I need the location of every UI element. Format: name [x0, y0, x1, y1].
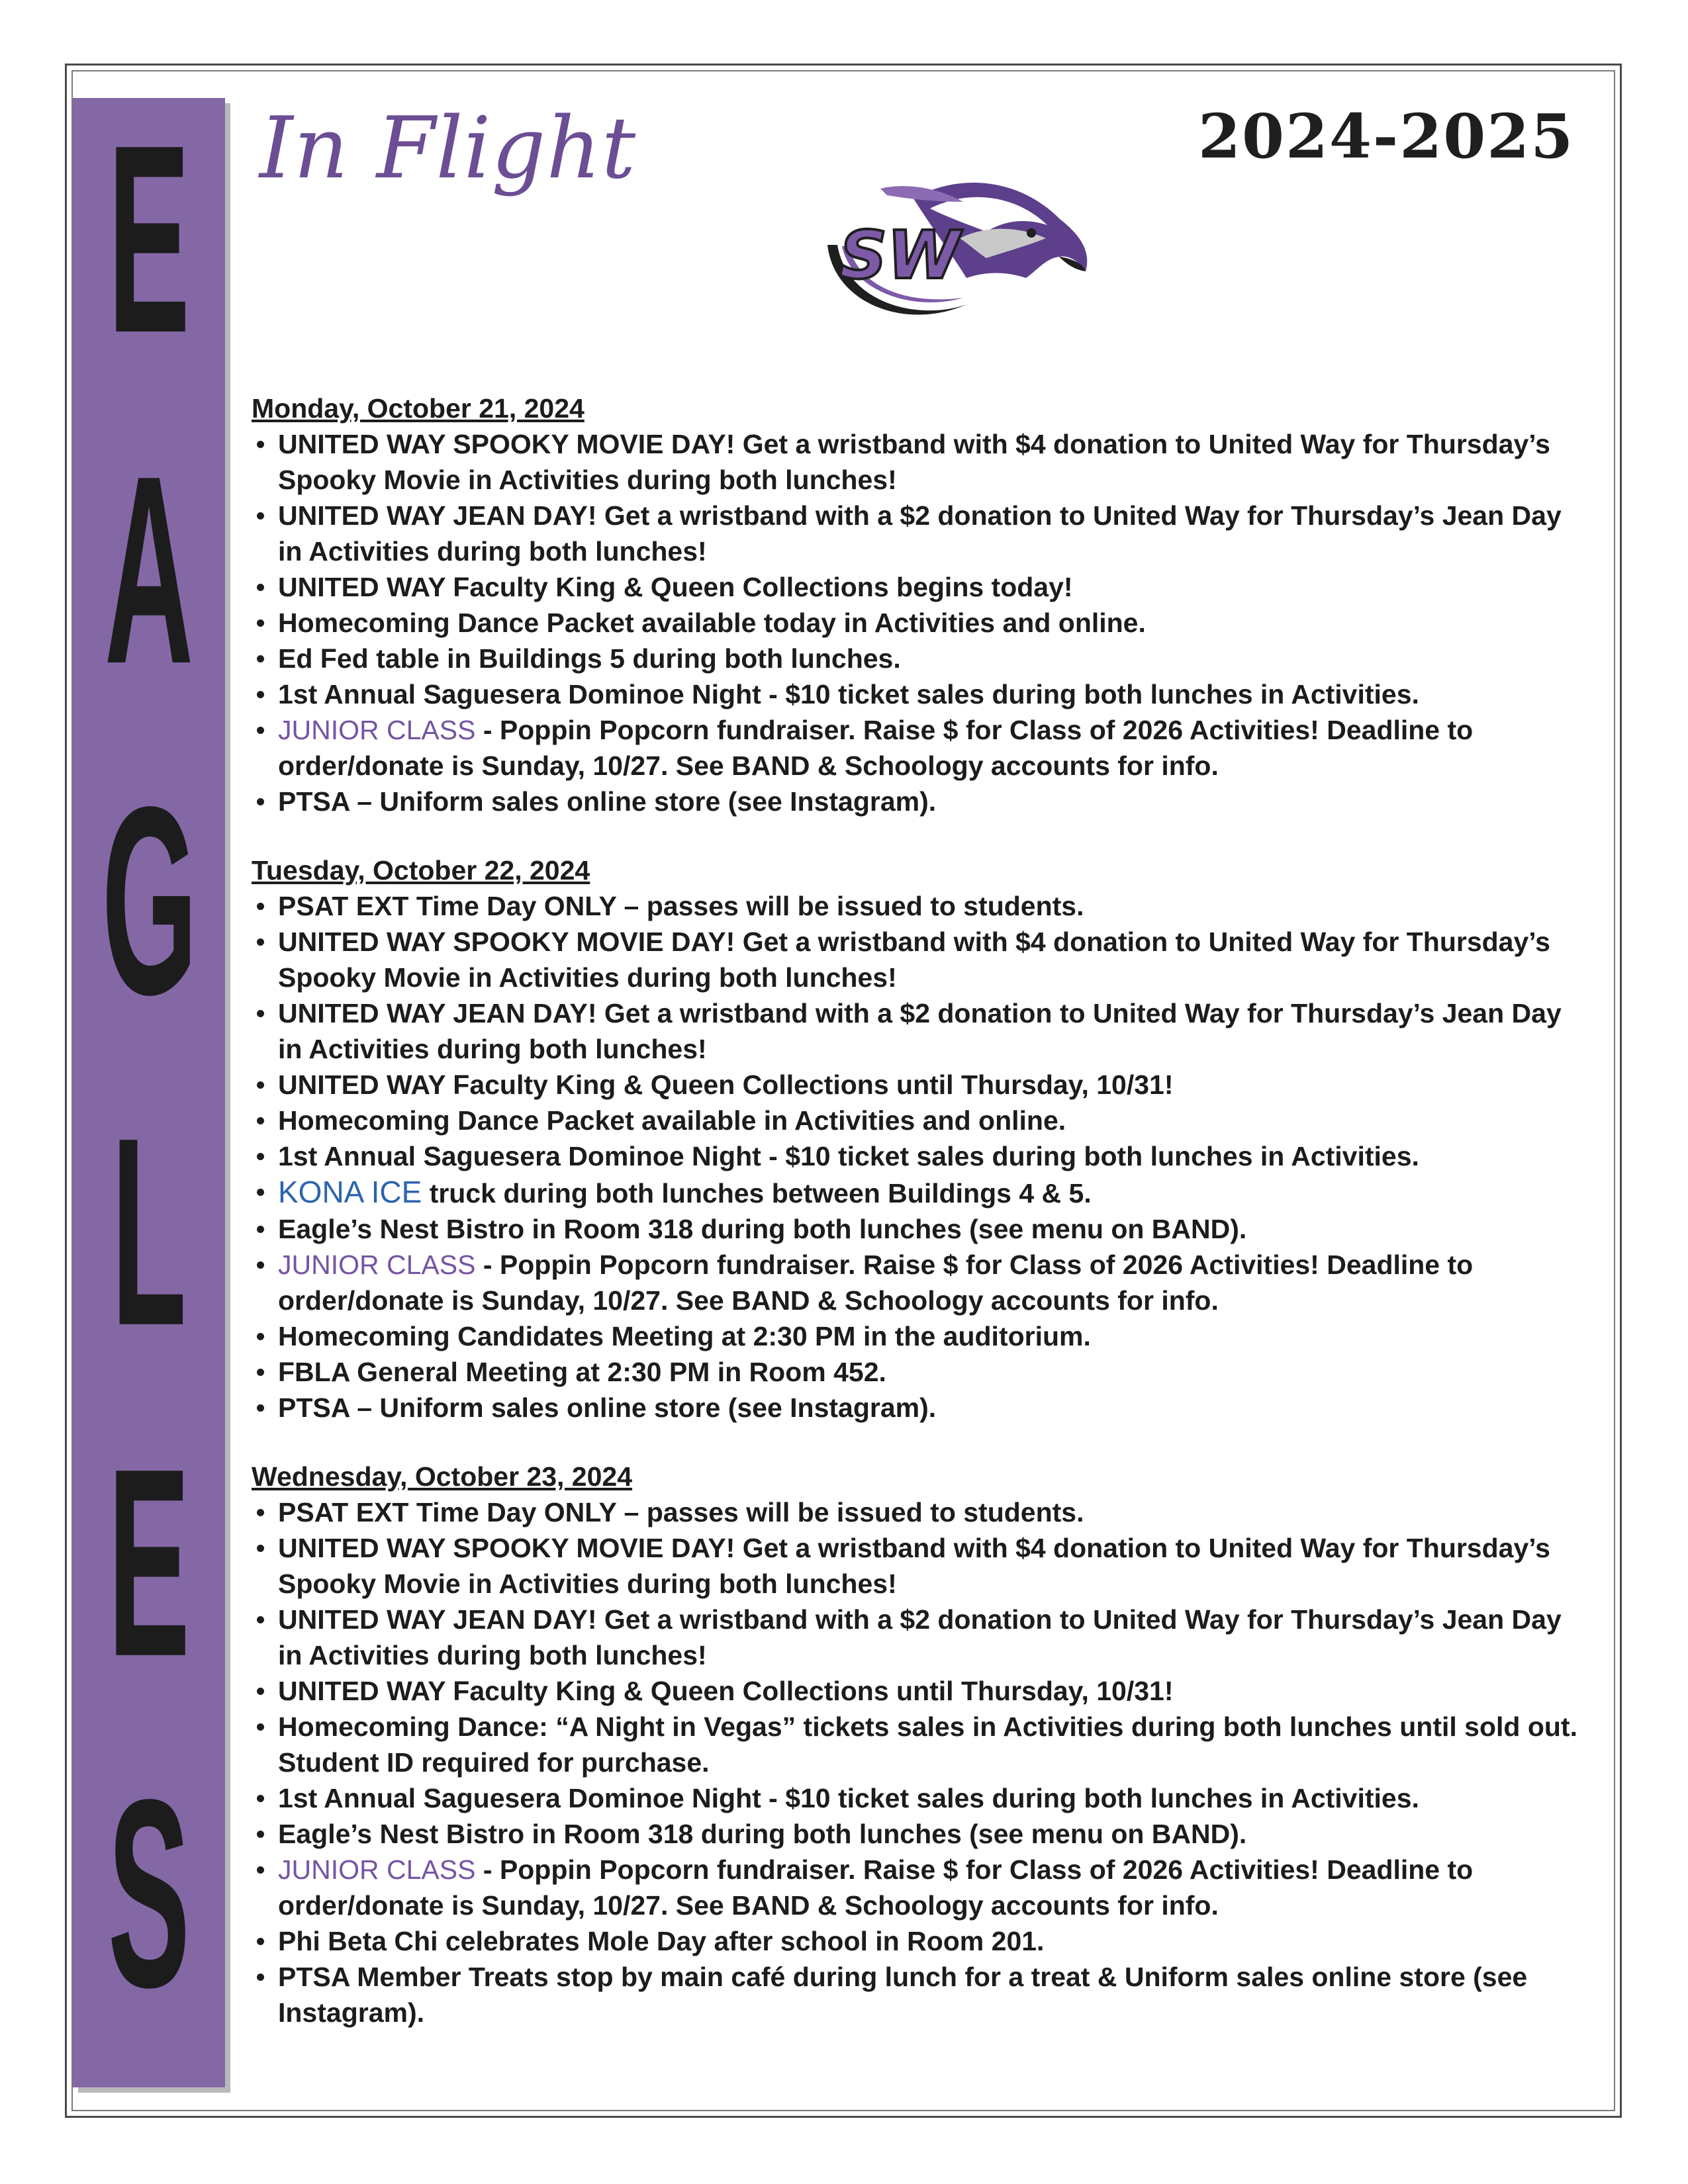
item-text: Phi Beta Chi celebrates Mole Day after school in Room 201. — [278, 1926, 1045, 1956]
list-item — [252, 1780, 1589, 1816]
kona-ice-label: KONA ICE — [278, 1175, 422, 1209]
eagles-sidebar — [73, 88, 225, 2087]
list-item — [252, 1174, 1589, 1211]
day-heading: Tuesday, October 22, 2024 — [252, 855, 590, 886]
list-item — [252, 1673, 1589, 1709]
item-text: Homecoming Candidates Meeting at 2:30 PM in the auditorium. — [278, 1321, 1091, 1351]
announcements — [252, 390, 1589, 2030]
item-text: truck during both lunches between Buildings 4 & 5. — [422, 1178, 1092, 1208]
item-text: Ed Fed table in Buildings 5 during both lunches. — [278, 643, 901, 674]
sidebar-letter: A — [104, 419, 194, 720]
day-heading: Wednesday, October 23, 2024 — [252, 1461, 633, 1492]
item-text: Eagle’s Nest Bistro in Room 318 during both lunches (see menu on BAND). — [278, 1819, 1247, 1849]
item-text: Homecoming Dance: “A Night in Vegas” tickets sales in Activities during both lunches until sold out. Student ID required for purchase. — [278, 1711, 1577, 1778]
list-item — [252, 784, 1589, 819]
list-item — [252, 1494, 1589, 1530]
list-item — [252, 1390, 1589, 1426]
item-text: UNITED WAY Faculty King & Queen Collections until Thursday, 10/31! — [278, 1069, 1174, 1100]
list-item — [252, 498, 1589, 569]
list-item — [252, 605, 1589, 641]
list-item — [252, 712, 1589, 784]
list-item — [252, 995, 1589, 1067]
list-item — [252, 1923, 1589, 1959]
day-heading: Monday, October 21, 2024 — [252, 393, 585, 424]
day-section-tuesday — [252, 852, 1589, 1426]
list-item — [252, 641, 1589, 676]
list-item — [252, 888, 1589, 924]
logo-letters: SW — [839, 216, 961, 294]
list-item — [252, 1354, 1589, 1390]
item-text: PSAT EXT Time Day ONLY – passes will be issued to students. — [278, 891, 1084, 921]
item-text: UNITED WAY JEAN DAY! Get a wristband with a $2 donation to United Way for Thursday’s Jean Day in Activities during both lunches! — [278, 500, 1562, 567]
day-section-wednesday — [252, 1459, 1589, 2030]
list-item — [252, 1959, 1589, 2030]
sidebar-letter: E — [107, 1412, 191, 1713]
item-text: UNITED WAY SPOOKY MOVIE DAY! Get a wristband with $4 donation to United Way for Thursday’s Spooky Movie in Activities during both lunches! — [278, 1533, 1550, 1599]
announcement-list — [252, 888, 1589, 1426]
item-text: UNITED WAY Faculty King & Queen Collections begins today! — [278, 572, 1073, 602]
list-item — [252, 569, 1589, 605]
sidebar-letter: S — [107, 1743, 191, 2044]
item-text: - Poppin Popcorn fundraiser. Raise $ for Class of 2026 Activities! Deadline to order/donate is Sunday, 10/27. See BAND & Schoology accounts for info. — [278, 715, 1474, 781]
list-item — [252, 1247, 1589, 1318]
item-text: Homecoming Dance Packet available in Activities and online. — [278, 1105, 1066, 1136]
junior-class-label: JUNIOR CLASS — [278, 1250, 476, 1280]
junior-class-label: JUNIOR CLASS — [278, 1854, 476, 1885]
list-item — [252, 1530, 1589, 1602]
item-text: - Poppin Popcorn fundraiser. Raise $ for Class of 2026 Activities! Deadline to order/donate is Sunday, 10/27. See BAND & Schoology accounts for info. — [278, 1854, 1474, 1921]
list-item — [252, 924, 1589, 995]
item-text: Eagle’s Nest Bistro in Room 318 during both lunches (see menu on BAND). — [278, 1214, 1247, 1244]
item-text: 1st Annual Saguesera Dominoe Night - $10 ticket sales during both lunches in Activities. — [278, 1141, 1419, 1171]
list-item — [252, 1103, 1589, 1138]
item-text: FBLA General Meeting at 2:30 PM in Room 452. — [278, 1357, 886, 1387]
item-text: 1st Annual Saguesera Dominoe Night - $10 ticket sales during both lunches in Activities. — [278, 1783, 1419, 1813]
list-item — [252, 1138, 1589, 1174]
list-item — [252, 1816, 1589, 1852]
list-item — [252, 1318, 1589, 1354]
sidebar-letter: G — [101, 750, 198, 1051]
masthead-title: In Flight — [259, 99, 637, 198]
item-text: PTSA – Uniform sales online store (see Instagram). — [278, 786, 937, 817]
school-year: 2024-2025 — [1198, 101, 1575, 172]
day-section-monday — [252, 390, 1589, 819]
item-text: PTSA – Uniform sales online store (see Instagram). — [278, 1392, 937, 1423]
list-item — [252, 676, 1589, 712]
announcement-list — [252, 1494, 1589, 2030]
eagle-logo-icon — [808, 172, 1099, 331]
list-item — [252, 1067, 1589, 1103]
list-item — [252, 426, 1589, 498]
list-item — [252, 1709, 1589, 1780]
list-item — [252, 1602, 1589, 1673]
item-text: 1st Annual Saguesera Dominoe Night - $10 ticket sales during both lunches in Activities. — [278, 679, 1419, 709]
sidebar-letter: E — [107, 88, 191, 389]
item-text: UNITED WAY JEAN DAY! Get a wristband with a $2 donation to United Way for Thursday’s Jean Day in Activities during both lunches! — [278, 1604, 1562, 1670]
list-item — [252, 1211, 1589, 1247]
junior-class-label: JUNIOR CLASS — [278, 715, 476, 745]
item-text: - Poppin Popcorn fundraiser. Raise $ for Class of 2026 Activities! Deadline to order/donate is Sunday, 10/27. See BAND & Schoology accounts for info. — [278, 1250, 1474, 1316]
item-text: UNITED WAY SPOOKY MOVIE DAY! Get a wristband with $4 donation to United Way for Thursday’s Spooky Movie in Activities during both lunches! — [278, 429, 1550, 495]
item-text: UNITED WAY SPOOKY MOVIE DAY! Get a wristband with $4 donation to United Way for Thursday’s Spooky Movie in Activities during both lunches! — [278, 927, 1550, 993]
item-text: UNITED WAY Faculty King & Queen Collections until Thursday, 10/31! — [278, 1676, 1174, 1706]
list-item — [252, 1852, 1589, 1923]
sidebar-letter: L — [111, 1081, 187, 1382]
announcement-list — [252, 426, 1589, 819]
item-text: PTSA Member Treats stop by main café during lunch for a treat & Uniform sales online store (see Instagram). — [278, 1962, 1528, 2028]
item-text: Homecoming Dance Packet available today in Activities and online. — [278, 608, 1146, 638]
item-text: UNITED WAY JEAN DAY! Get a wristband with a $2 donation to United Way for Thursday’s Jean Day in Activities during both lunches! — [278, 998, 1562, 1064]
item-text: PSAT EXT Time Day ONLY – passes will be issued to students. — [278, 1497, 1084, 1527]
